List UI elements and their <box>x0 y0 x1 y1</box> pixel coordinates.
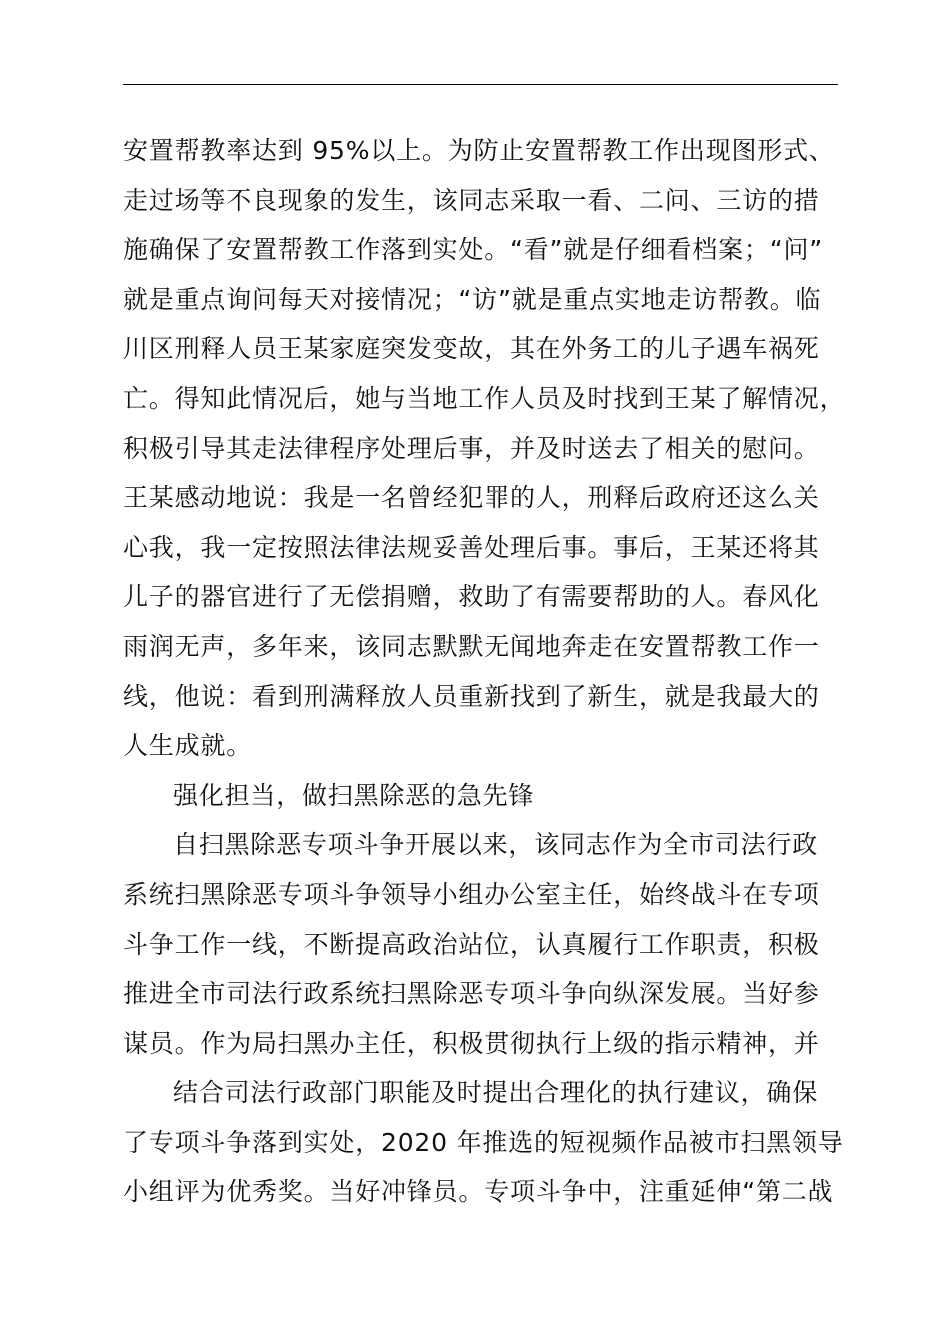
text-line: 线，他说：看到刑满释放人员重新找到了新生，就是我最大的 <box>123 681 820 711</box>
text-line: 斗争工作一线，不断提高政治站位，认真履行工作职责，积极 <box>123 929 820 959</box>
text-line: 了专项斗争落到实处，2020 年推选的短视频作品被市扫黑领导 <box>123 1127 844 1157</box>
text-line: 川区刑释人员王某家庭突发变故，其在外务工的儿子遇车祸死 <box>123 334 820 364</box>
text-line: 小组评为优秀奖。当好冲锋员。专项斗争中，注重延伸“第二战 <box>123 1177 834 1207</box>
text-line: 心我，我一定按照法律法规妥善处理后事。事后，王某还将其 <box>123 532 820 562</box>
text-line: 就是重点询问每天对接情况；“访”就是重点实地走访帮教。临 <box>123 284 822 314</box>
text-line: 积极引导其走法律程序处理后事，并及时送去了相关的慰问。 <box>123 433 820 463</box>
document-body <box>123 126 883 1217</box>
header-rule <box>123 84 838 85</box>
text-line: 安置帮教率达到 95%以上。为防止安置帮教工作出现图形式、 <box>123 136 835 165</box>
text-line: 谋员。作为局扫黑办主任，积极贯彻执行上级的指示精神，并 <box>123 1028 820 1058</box>
text-line: 结合司法行政部门职能及时提出合理化的执行建议，确保 <box>173 1078 819 1108</box>
text-line: 儿子的器官进行了无偿捐赠，救助了有需要帮助的人。春风化 <box>123 582 820 612</box>
text-line: 自扫黑除恶专项斗争开展以来，该同志作为全市司法行政 <box>173 830 819 860</box>
text-line: 雨润无声，多年来，该同志默默无闻地奔走在安置帮教工作一 <box>123 631 820 661</box>
text-line: 走过场等不良现象的发生，该同志采取一看、二问、三访的措 <box>123 185 820 215</box>
text-line: 人生成就。 <box>123 731 253 761</box>
text-line: 王某感动地说：我是一名曾经犯罪的人，刑释后政府还这么关 <box>123 483 820 513</box>
text-line: 施确保了安置帮教工作落到实处。“看”就是仔细看档案；“问” <box>123 235 824 265</box>
text-line: 系统扫黑除恶专项斗争领导小组办公室主任，始终战斗在专项 <box>123 879 820 909</box>
text-line: 亡。得知此情况后，她与当地工作人员及时找到王某了解情况， <box>123 383 846 413</box>
text-line: 推进全市司法行政系统扫黑除恶专项斗争向纵深发展。当好参 <box>123 979 820 1009</box>
section-heading: 强化担当，做扫黑除恶的急先锋 <box>173 780 535 810</box>
